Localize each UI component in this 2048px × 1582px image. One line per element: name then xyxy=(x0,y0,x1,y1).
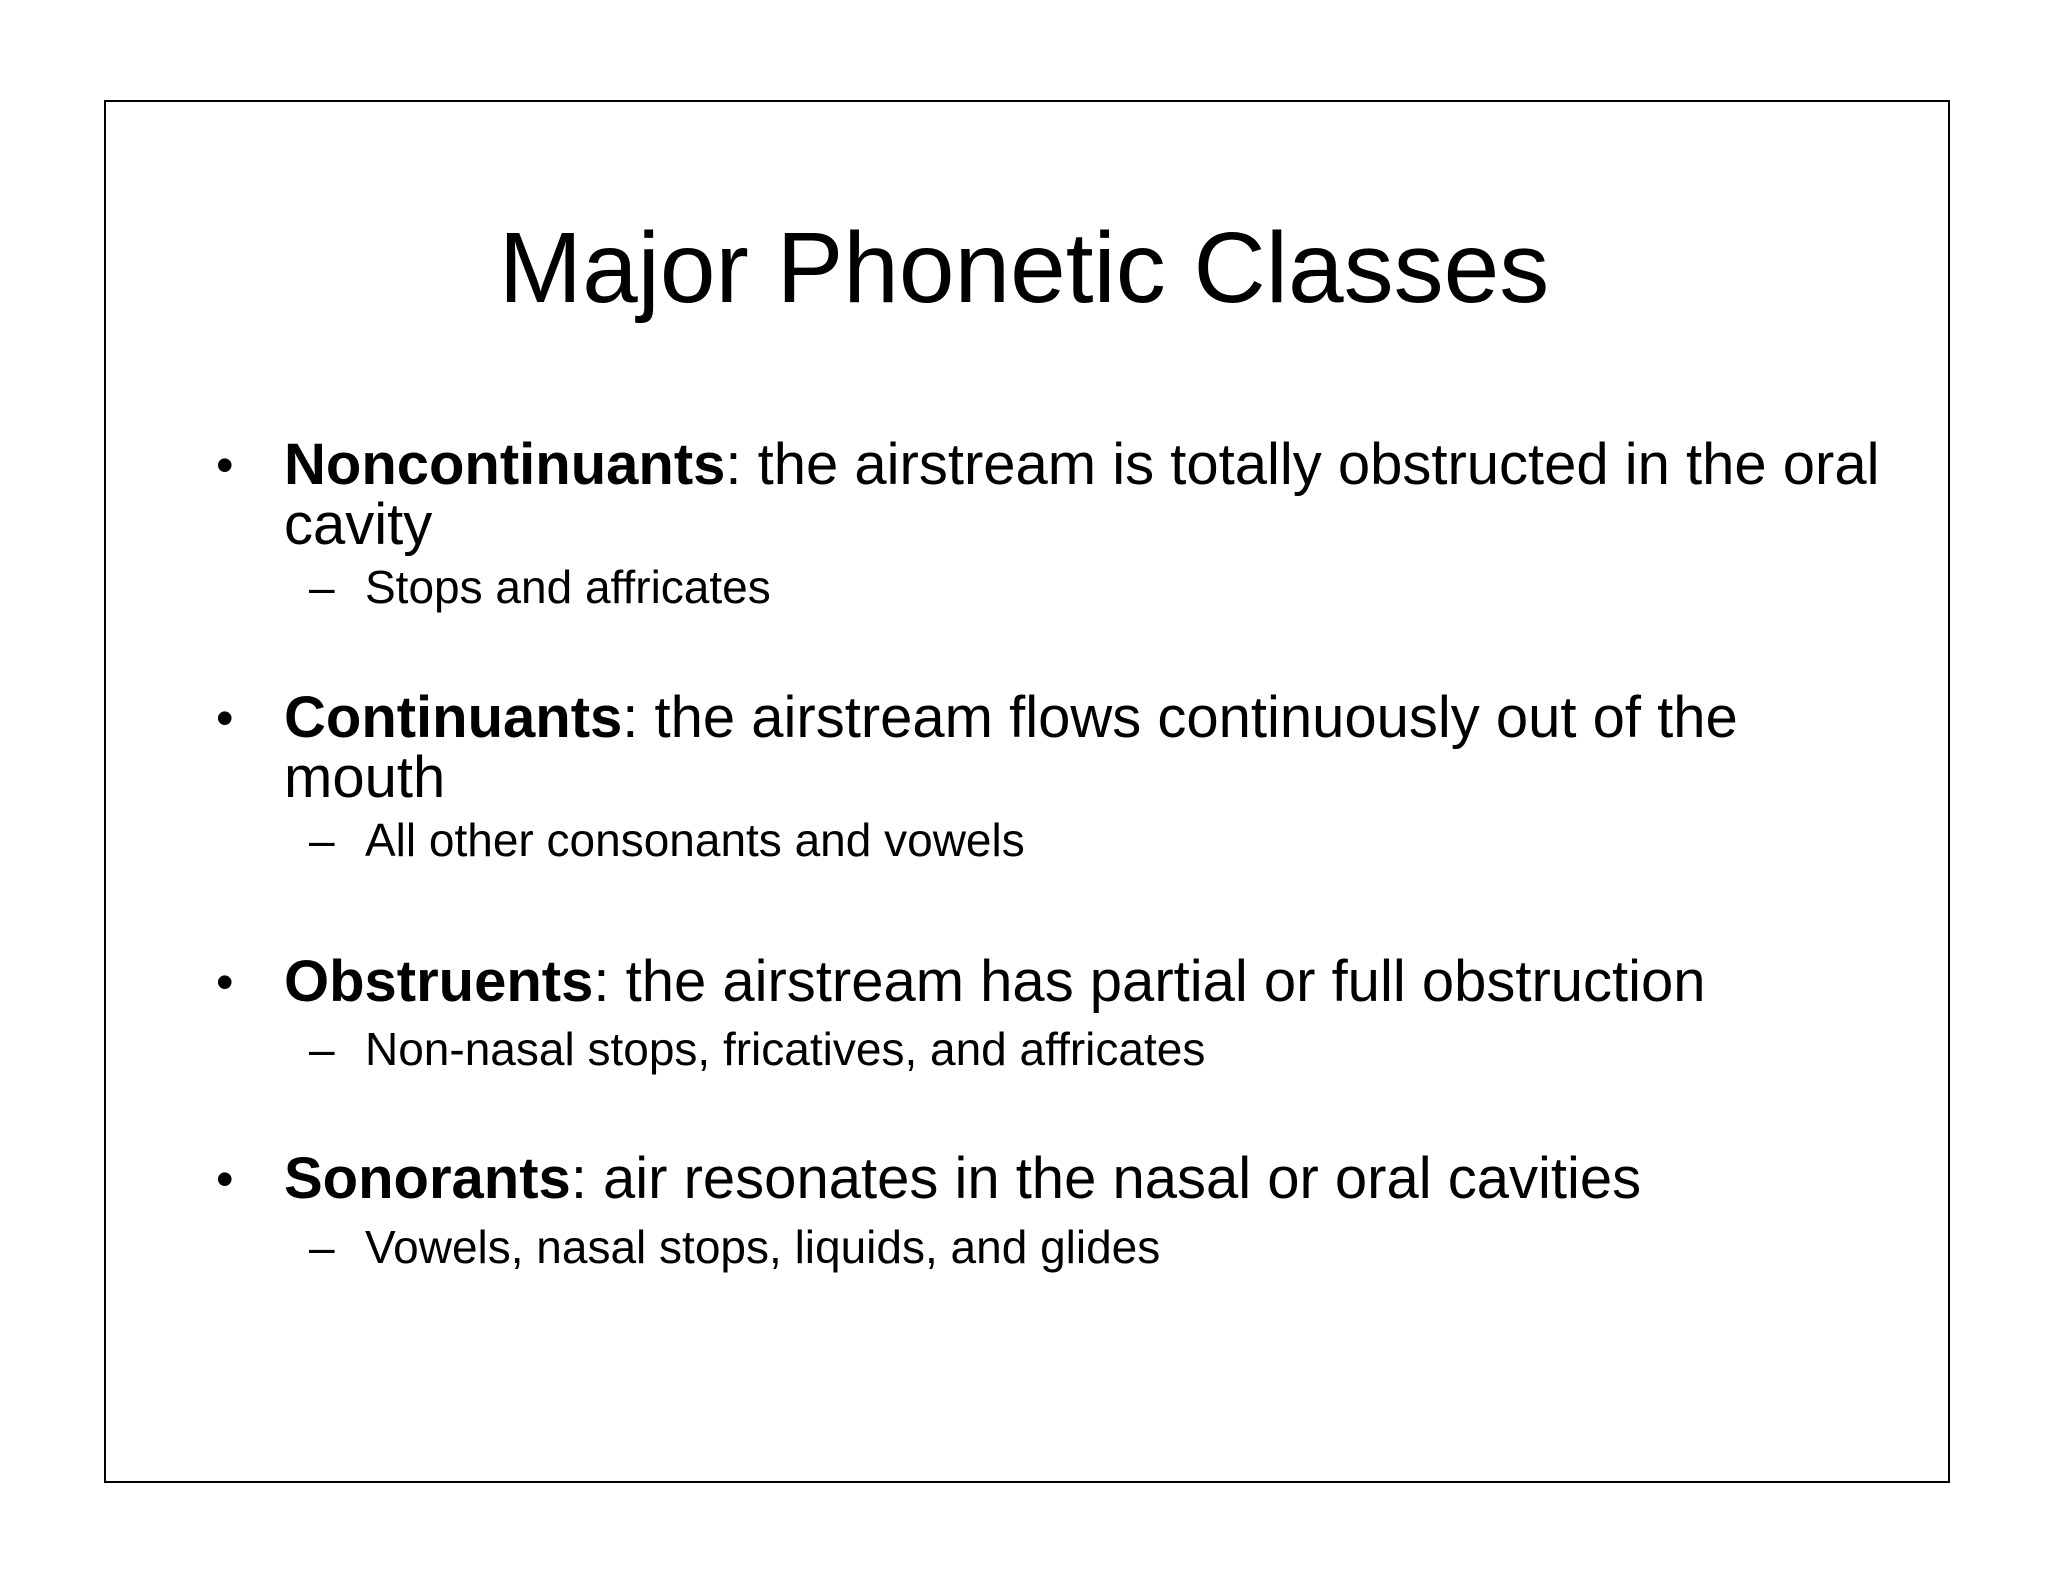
sub-item-continuants xyxy=(309,814,1865,866)
bullet-term: Obstruents xyxy=(284,949,594,1014)
bullet-dot-icon: • xyxy=(216,437,234,493)
bullet-item-continuants xyxy=(216,685,1884,810)
bullet-term: Sonorants xyxy=(284,1146,571,1211)
sub-item-text: Non-nasal stops, fricatives, and affricates xyxy=(365,1023,1206,1075)
bullet-item-obstruents xyxy=(216,949,1884,1014)
sub-item-text: Stops and affricates xyxy=(365,561,771,613)
slide-title: Major Phonetic Classes xyxy=(498,212,1550,324)
sub-item-sonorants xyxy=(309,1221,1865,1273)
bullet-definition: : the airstream has partial or full obstruction xyxy=(593,949,1706,1014)
bullet-item-noncontinuants xyxy=(216,432,1884,557)
bullet-dot-icon: • xyxy=(216,690,234,746)
bullet-definition: : the airstream flows continuously out of the mouth xyxy=(284,685,1738,810)
dash-icon: – xyxy=(309,1023,335,1075)
bullet-dot-icon: • xyxy=(216,954,234,1010)
bullet-definition: : air resonates in the nasal or oral cavities xyxy=(570,1146,1642,1211)
bullet-definition: : the airstream is totally obstructed in the oral cavity xyxy=(284,432,1880,557)
sub-item-obstruents xyxy=(309,1023,1865,1075)
bullet-term: Noncontinuants xyxy=(284,432,726,497)
sub-item-noncontinuants xyxy=(309,561,1865,613)
dash-icon: – xyxy=(309,561,335,613)
sub-item-text: All other consonants and vowels xyxy=(365,814,1025,866)
dash-icon: – xyxy=(309,1221,335,1273)
dash-icon: – xyxy=(309,814,335,866)
bullet-dot-icon: • xyxy=(216,1151,234,1207)
bullet-term: Continuants xyxy=(284,685,623,750)
sub-item-text: Vowels, nasal stops, liquids, and glides xyxy=(365,1221,1161,1273)
bullet-item-sonorants xyxy=(216,1146,1884,1211)
